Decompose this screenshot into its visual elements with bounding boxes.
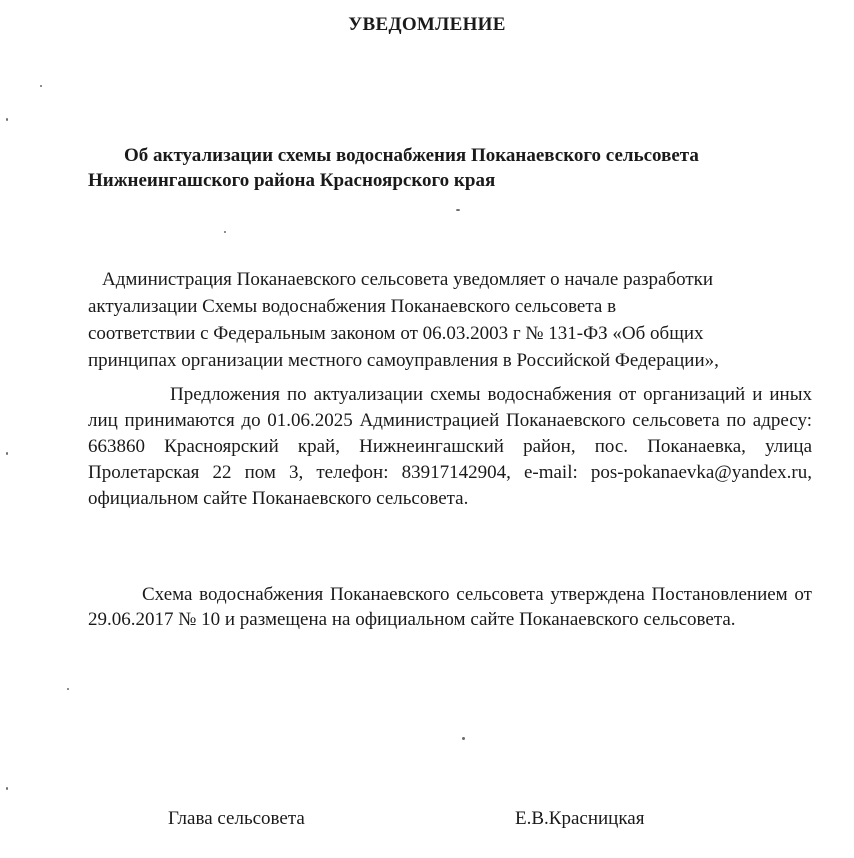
signature-name: Е.В.Красницкая xyxy=(515,808,645,829)
paragraph-proposals: Предложения по актуализации схемы водоснабжения от организаций и иных лиц принимаются до 01.06.2025 Администрацией Поканаевского сельсовета по адресу: 663860 Красноярский край, Нижнеингашский район, пос. Поканаевка, улица Пролетарская 22 пом 3, телефон: 83917142904, e-mail: pos-pokanaevka@yandex.ru, официальном сайте Поканаевского сельсовета. xyxy=(88,384,812,509)
document-subject xyxy=(88,143,808,193)
scan-speck xyxy=(67,688,69,690)
paragraph-announcement xyxy=(88,266,818,374)
paragraph1-line-3: соответствии с Федеральным законом от 06.03.2003 г № 131-ФЗ «Об общих xyxy=(88,323,704,344)
subject-line-1: Об актуализации схемы водоснабжения Поканаевского сельсовета xyxy=(124,145,699,166)
paragraph-approval: Схема водоснабжения Поканаевского сельсовета утверждена Постановлением от 29.06.2017 № 10 и размещена на официальном сайте Поканаевского сельсовета. xyxy=(88,584,812,630)
scan-speck xyxy=(6,452,8,455)
document-title: УВЕДОМЛЕНИЕ xyxy=(348,14,506,35)
scan-speck xyxy=(6,787,8,790)
scan-speck xyxy=(224,231,226,233)
scan-speck xyxy=(6,118,8,121)
scan-speck xyxy=(462,737,465,740)
paragraph1-line-4: принципах организации местного самоуправления в Российской Федерации», xyxy=(88,350,719,371)
paragraph1-line-2: актуализации Схемы водоснабжения Поканаевского сельсовета в xyxy=(88,296,617,317)
subject-line-2: Нижнеингашского района Красноярского края xyxy=(88,170,496,191)
scan-speck xyxy=(40,85,42,87)
signature-role: Глава сельсовета xyxy=(168,808,305,829)
paragraph1-line-1: Администрация Поканаевского сельсовета уведомляет о начале разработки xyxy=(102,269,714,290)
scan-speck xyxy=(456,209,460,211)
